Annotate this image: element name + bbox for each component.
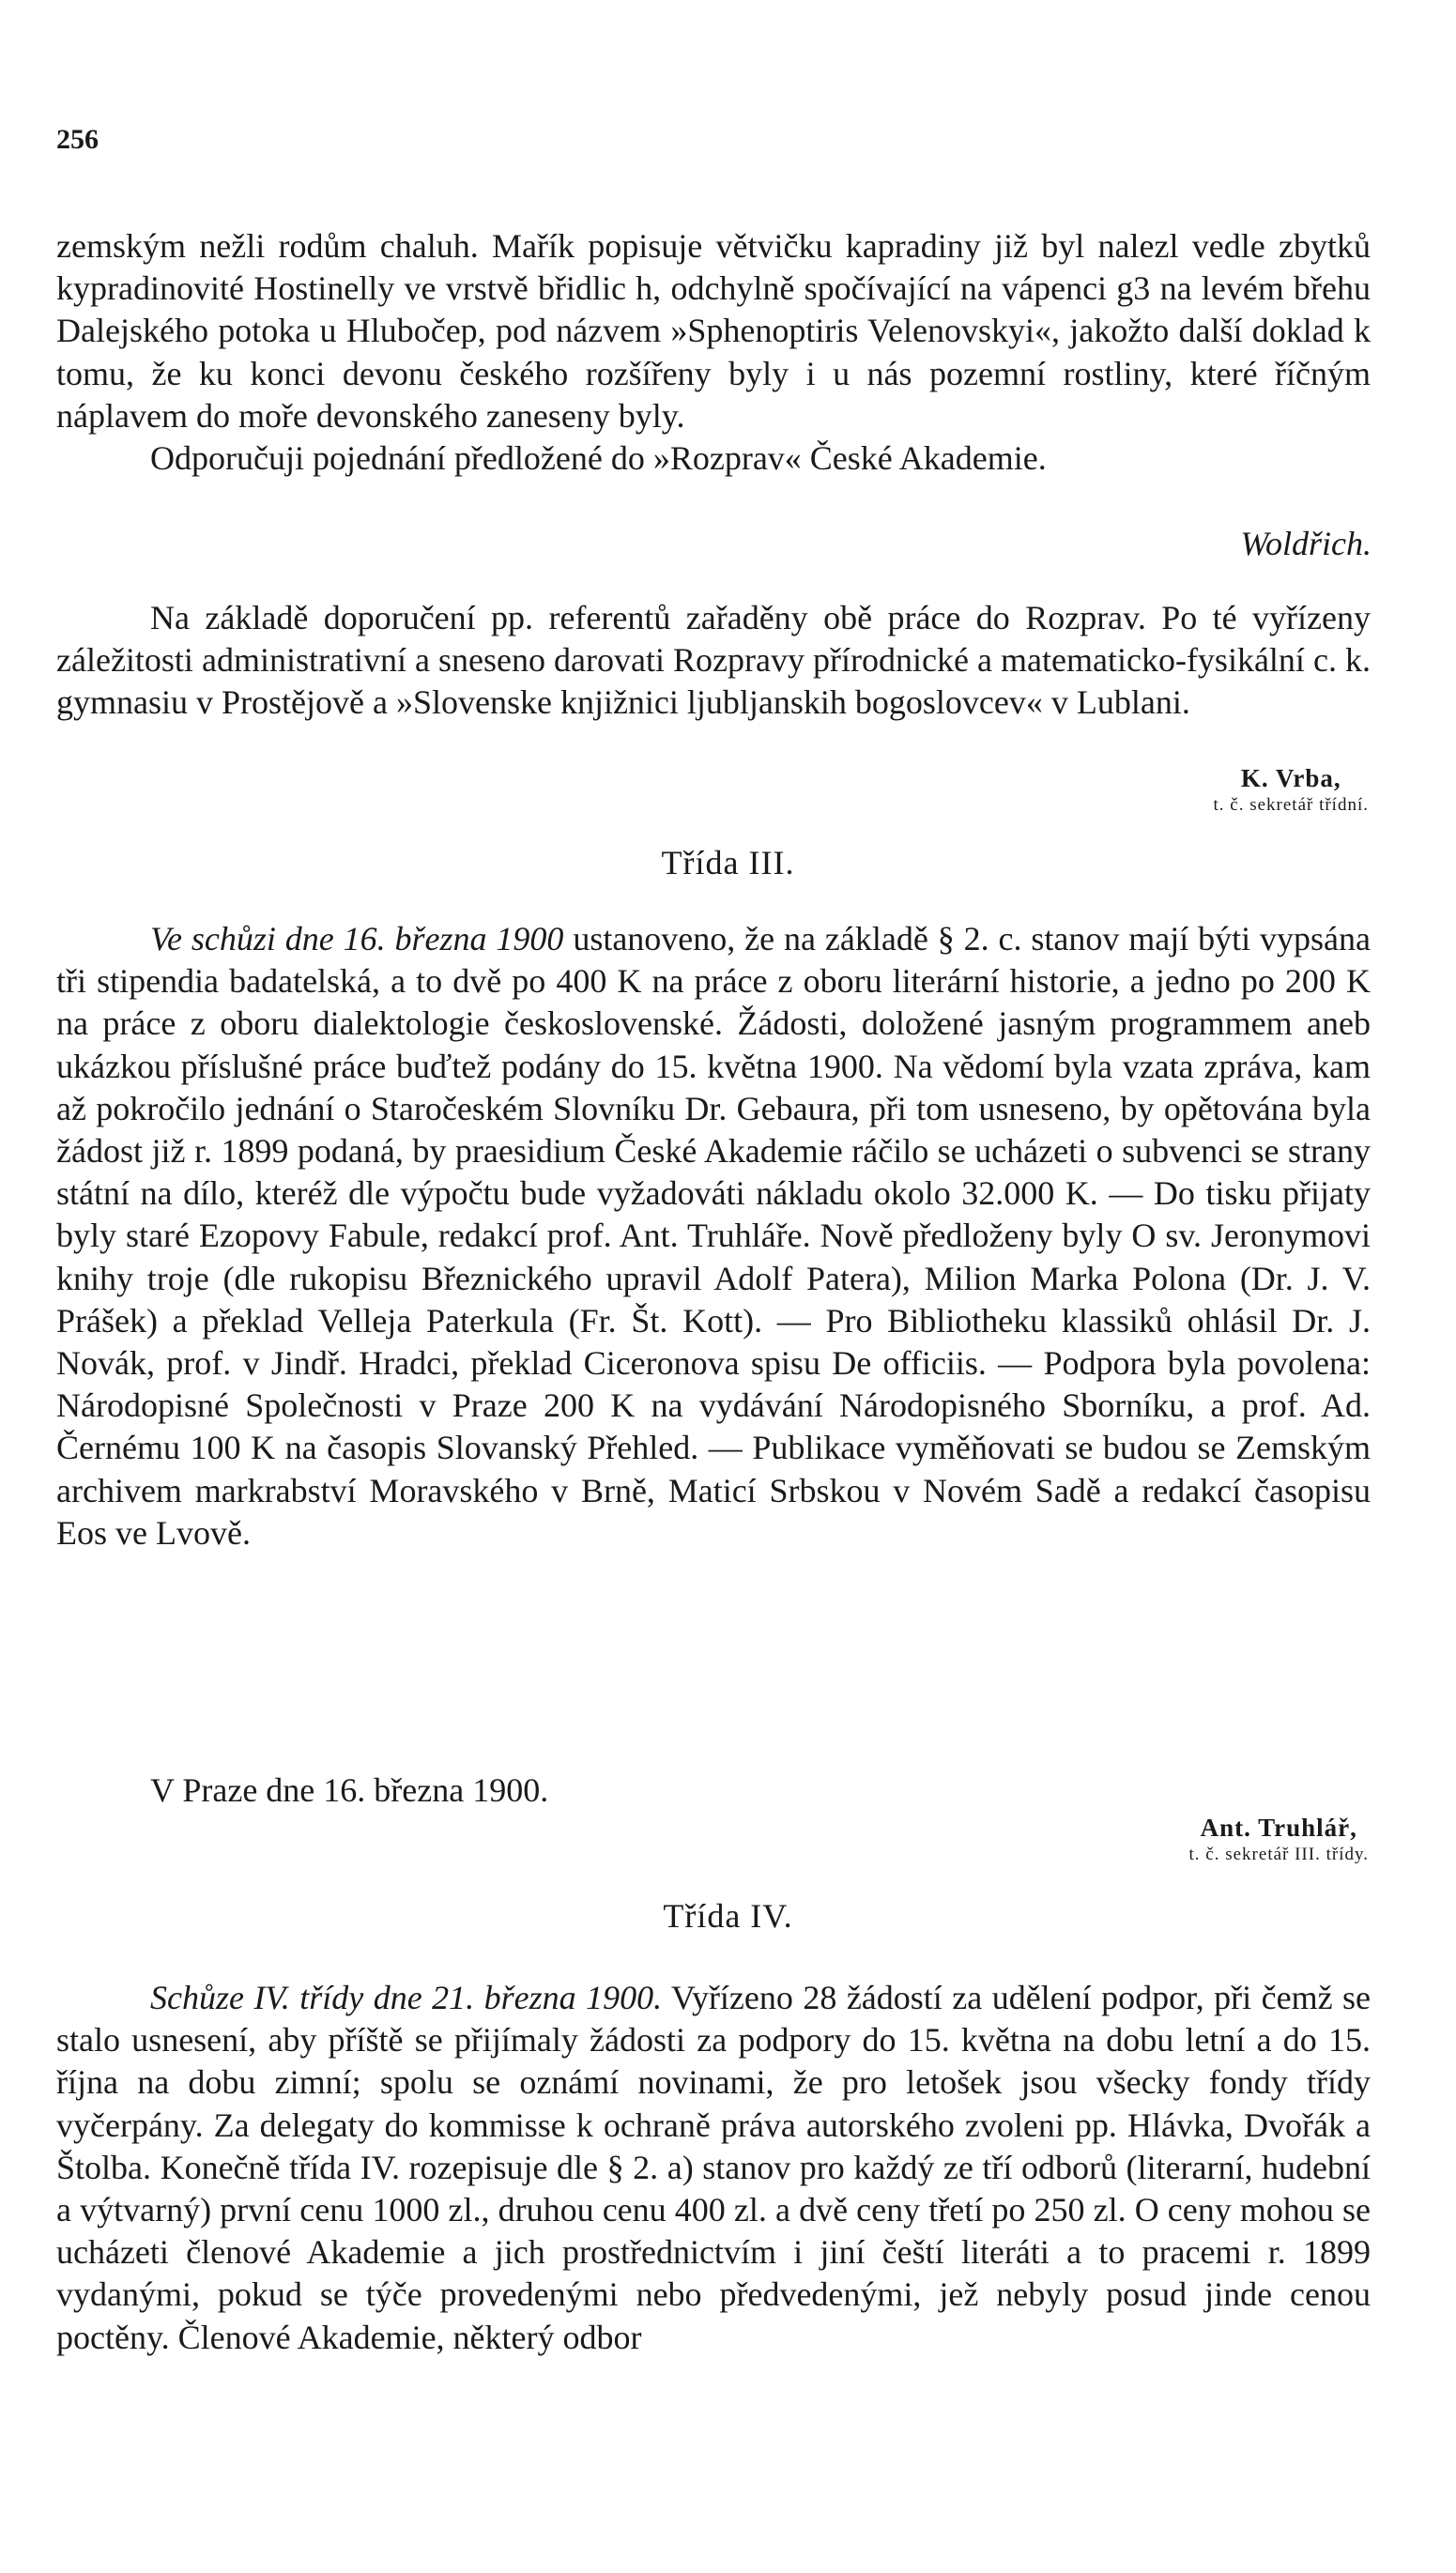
session-date-iv: Schůze IV. třídy dne 21. března 1900.	[150, 1979, 663, 2016]
signature-vrba-role: t. č. sekretář třídní.	[1213, 795, 1369, 815]
text-mafik: zemským nežli rodům chaluh. Mařík popisuje větvičku kapradiny již byl nalezl vedle zbytků kypradinovité Hostinelly ve vrstvě břidlic h, odchylně spočívající na vápenci g3 na levém břehu Dalejského potoka u Hlubočep, pod názvem »Sphenoptiris Velenovskyi«, jakožto další doklad k tomu, že ku konci devonu českého rozšířeny byly i u nás pozemní rostliny, které říčným náplavem do moře devonského zaneseny byly.	[56, 227, 1371, 435]
signature-vrba-name: K. Vrba,	[1240, 764, 1341, 792]
signature-vrba	[1213, 764, 1369, 816]
paragraph-date: V Praze dne 16. března 1900.	[150, 1771, 549, 1809]
heading-class-iv: Třída IV.	[663, 1897, 793, 1935]
signature-woldrich: Woldřich.	[1240, 525, 1372, 562]
paragraph-class-iv	[56, 1977, 1371, 2359]
heading-class-iii: Třída III.	[661, 844, 795, 881]
text-class-iv: Vyřízeno 28 žádostí za udělení podpor, při čemž se stalo usnesení, aby příště se přijímaly žádosti za podpory do 15. května na dobu letní a do 15. října na dobu zimní; spolu se oznámí novinami, že pro letošek jsou všecky fondy třídy vyčerpány. Za delegaty do kommisse k ochraně práva autorského zvoleni pp. Hlávka, Dvořák a Štolba. Konečně třída IV. rozepisuje dle § 2. a) stanov pro každý ze tří odborů (literarní, hudební a výtvarný) první cenu 1000 zl., druhou cenu 400 zl. a dvě ceny třetí po 250 zl. O ceny mohou se ucházeti členové Akademie a jich prostřednictvím i jiní čeští literáti a to pracemi r. 1899 vydanými, pokud se týče provedenými nebo předvedenými, jež nebyly posud jinde cenou poctěny. Členové Akademie, některý odbor	[56, 1979, 1372, 2356]
text-recommendation: Odporučuji pojednání předložené do »Rozprav« České Akademie.	[150, 439, 1047, 478]
page-number: 256	[56, 124, 99, 155]
signature-truhlar-role: t. č. sekretář III. třídy.	[1188, 1845, 1369, 1864]
session-date-iii: Ve schůzi dne 16. března 1900	[150, 920, 564, 957]
paragraph-referents: Na základě doporučení pp. referentů zařaděny obě práce do Rozprav. Po té vyřízeny záležitosti administrativní a sneseno darovati Rozpravy přírodnické a matematicko-fysikální c. k. gymnasiu v Prostějově a »Slovenske knjižnici ljubljanskih bogoslovcev« v Lublani.	[56, 599, 1371, 722]
text-class-iii: ustanoveno, že na základě § 2. c. stanov mají býti vypsána tři stipendia badatelská, a to dvě po 400 K na práce z oboru literární historie, a jedno po 200 K na práce z oboru dialektologie československé. Žádosti, doložené jasným programmem aneb ukázkou příslušné práce buďtež podány do 15. května 1900. Na vědomí byla vzata zpráva, kam až pokročilo jednání o Staročeském Slovníku Dr. Gebaura, při tom usneseno, by opětována byla žádost již r. 1899 podaná, by praesidium České Akademie ráčilo se ucházeti o subvenci se strany státní na dílo, kteréž dle výpočtu bude vyžadováti nákladu okolo 32.000 K. — Do tisku přijaty byly staré Ezopovy Fabule, redakcí prof. Ant. Truhláře. Nově předloženy byly O sv. Jeronymovi knihy troje (dle rukopisu Březnického upravil Adolf Patera), Milion Marka Polona (Dr. J. V. Prášek) a překlad Velleja Paterkula (Fr. Št. Kott). — Pro Bibliotheku klassiků ohlásil Dr. J. Novák, prof. v Jindř. Hradci, překlad Ciceronova spisu De officiis. — Podpora byla povolena: Národopisné Společnosti v Praze 200 K na vydávání Národopisného Sborníku, a prof. Ad. Černému 100 K na časopis Slovanský Přehled. — Publikace vyměňovati se budou se Zemským archivem markrabství Moravského v Brně, Maticí Srbskou v Novém Sadě a redakcí časopisu Eos ve Lvově.	[56, 920, 1371, 1552]
signature-truhlar	[1189, 1814, 1369, 1865]
signature-truhlar-name: Ant. Truhlář,	[1200, 1814, 1357, 1842]
paragraph-class-iii	[56, 918, 1371, 1555]
paragraph-mafik	[56, 225, 1371, 480]
